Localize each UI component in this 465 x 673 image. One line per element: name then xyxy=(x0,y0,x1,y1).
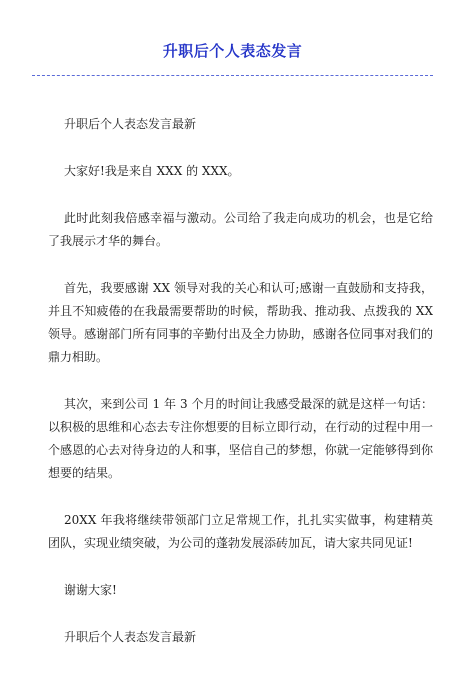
body-paragraph-gratitude-intro: 此时此刻我倍感幸福与激动。公司给了我走向成功的机会，也是它给了我展示才华的舞台。 xyxy=(48,211,433,248)
closing-thanks-paragraph: 谢谢大家! xyxy=(64,583,117,597)
body-paragraph-plan: 20XX 年我将继续带领部门立足常规工作，扎扎实实做事，构建精英团队，实现业绩突破，为公司的蓬勃发展添砖加瓦，请大家共同见证! xyxy=(48,513,433,550)
title-divider xyxy=(32,75,433,76)
body-paragraph-thanks: 首先，我要感谢 XX 领导对我的关心和认可;感谢一直鼓励和支持我，并且不知疲倦的在我最需要帮助的时候，帮助我、推动我、点拨我的 XX 领导。感谢部门所有同事的辛勤付出及全力协助，感谢各位同事对我们的鼎力相助。 xyxy=(48,281,433,364)
body-paragraph-reflection: 其次，来到公司 1 年 3 个月的时间让我感受最深的就是这样一句话：以积极的思维和心态去专注你想要的目标立即行动，在行动的过程中用一个感恩的心去对待身边的人和事，坚信自己的梦想，你就一定能够得到你想要的结果。 xyxy=(48,397,433,480)
footer-title-paragraph: 升职后个人表态发言最新 xyxy=(64,630,197,644)
subtitle-paragraph: 升职后个人表态发言最新 xyxy=(64,117,197,131)
document-body xyxy=(48,113,433,673)
document-title: 升职后个人表态发言 xyxy=(162,42,303,60)
greeting-paragraph: 大家好!我是来自 XXX 的 XXX。 xyxy=(64,164,240,178)
